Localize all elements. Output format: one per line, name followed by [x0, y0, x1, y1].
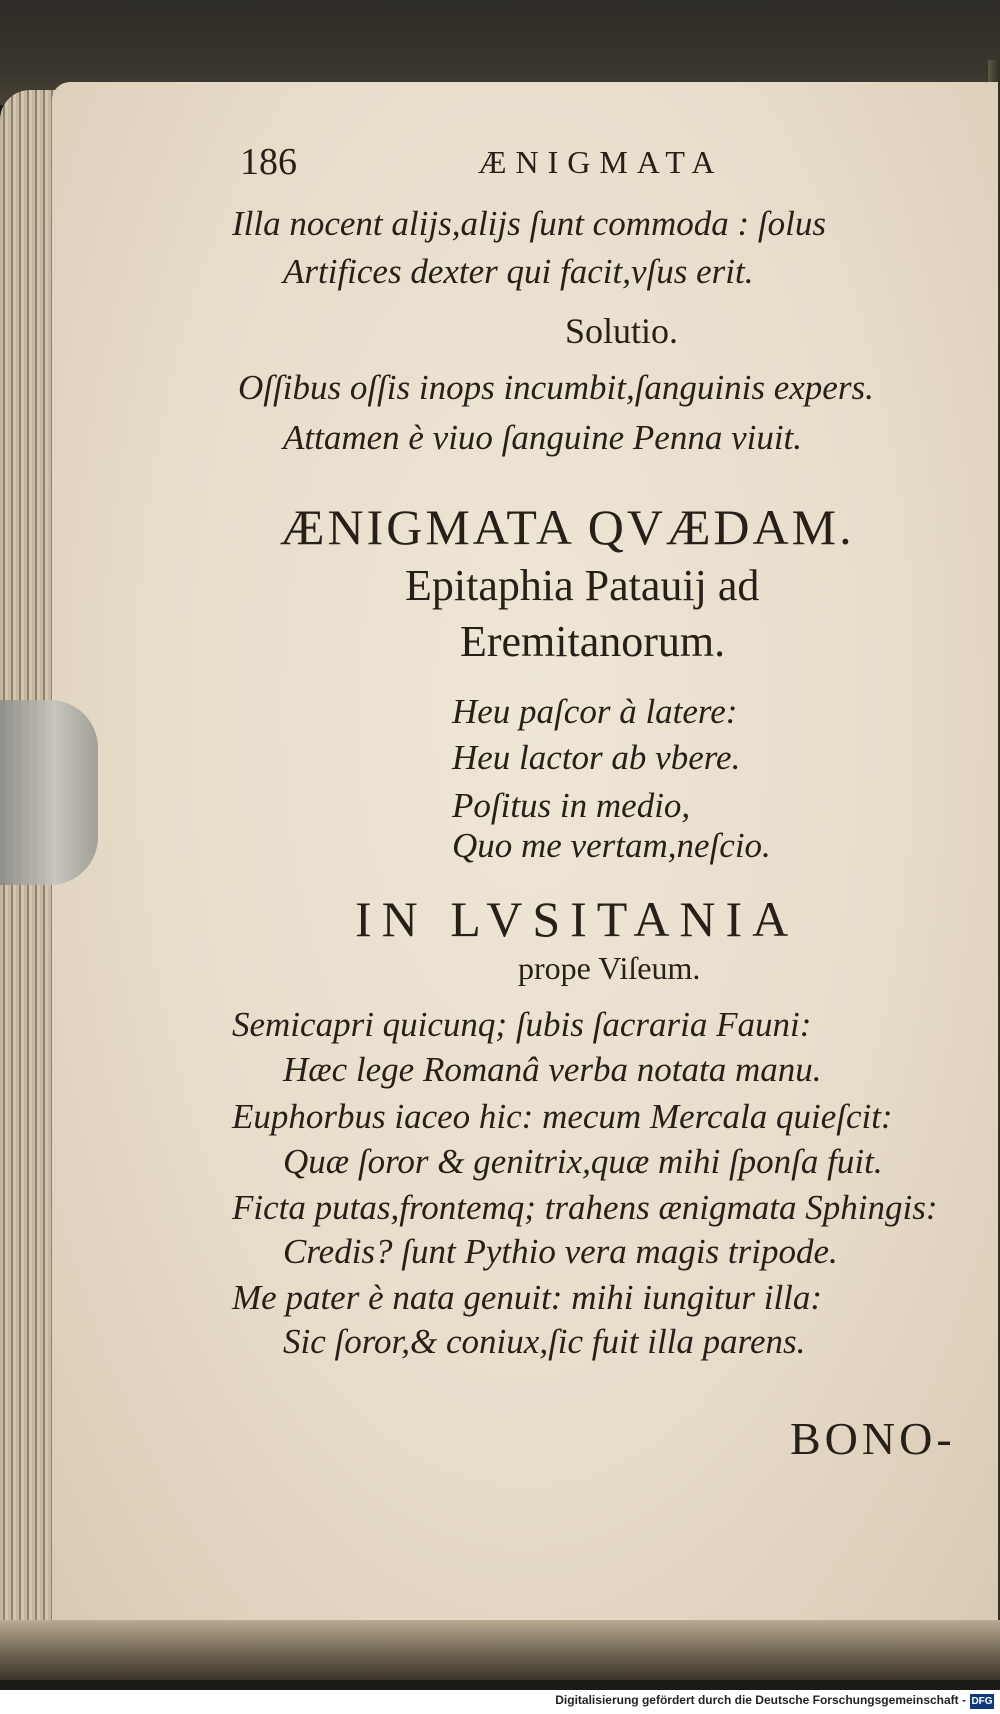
section-title-aenigmata-quaedam: ÆNIGMATA QVÆDAM.	[280, 499, 855, 555]
verse-line-8: Sic ſoror,& coniux,ſic fuit illa parens.	[283, 1322, 806, 1361]
running-head: ÆNIGMATA	[478, 144, 724, 180]
page-number: 186	[240, 141, 297, 183]
section-title-in-lusitania: IN LVSITANIA	[355, 891, 799, 947]
verse-line-5: Ficta putas,frontemq; trahens ænigmata Sphingis:	[232, 1188, 938, 1227]
solutio-heading: Solutio.	[565, 311, 679, 351]
section-subtitle-line-2: Eremitanorum.	[460, 617, 726, 666]
solutio-line-1: Oſſibus oſſis inops incumbit,ſanguinis expers.	[238, 368, 874, 407]
thumb-shadow	[0, 700, 98, 885]
verse-line-6: Credis? ſunt Pythio vera magis tripode.	[283, 1232, 838, 1271]
epitaph-line-1: Heu paſcor à latere:	[452, 692, 738, 731]
riddle-line-1: Illa nocent alijs,alijs ſunt commoda : ſolus	[232, 204, 826, 243]
epitaph-line-2: Heu lactor ab vbere.	[452, 738, 741, 777]
epitaph-line-4: Quo me vertam,neſcio.	[452, 826, 771, 865]
footer-credit: Digitalisierung gefördert durch die Deutsche Forschungsgemeinschaft -	[555, 1693, 966, 1707]
book-bottom-edge	[0, 1620, 1000, 1680]
section-subtitle-viseum: prope Viſeum.	[518, 950, 701, 986]
verse-line-2: Hæc lege Romanâ verba notata manu.	[283, 1050, 822, 1089]
verse-line-3: Euphorbus iaceo hic: mecum Mercala quieſcit:	[232, 1097, 893, 1136]
solutio-line-2: Attamen è viuo ſanguine Penna viuit.	[283, 418, 803, 457]
verse-line-1: Semicapri quicunq; ſubis ſacraria Fauni:	[232, 1005, 812, 1044]
verse-line-4: Quæ ſoror & genitrix,quæ mihi ſponſa fuit.	[283, 1142, 883, 1181]
section-subtitle-line-1: Epitaphia Patauij ad	[405, 561, 760, 610]
riddle-line-2: Artifices dexter qui facit,vſus erit.	[283, 252, 754, 291]
dfg-logo-icon: DFG	[971, 1696, 993, 1707]
verse-line-7: Me pater è nata genuit: mihi iungitur illa:	[232, 1278, 823, 1317]
epitaph-line-3: Poſitus in medio,	[452, 786, 691, 825]
catchword: BONO-	[790, 1413, 956, 1464]
